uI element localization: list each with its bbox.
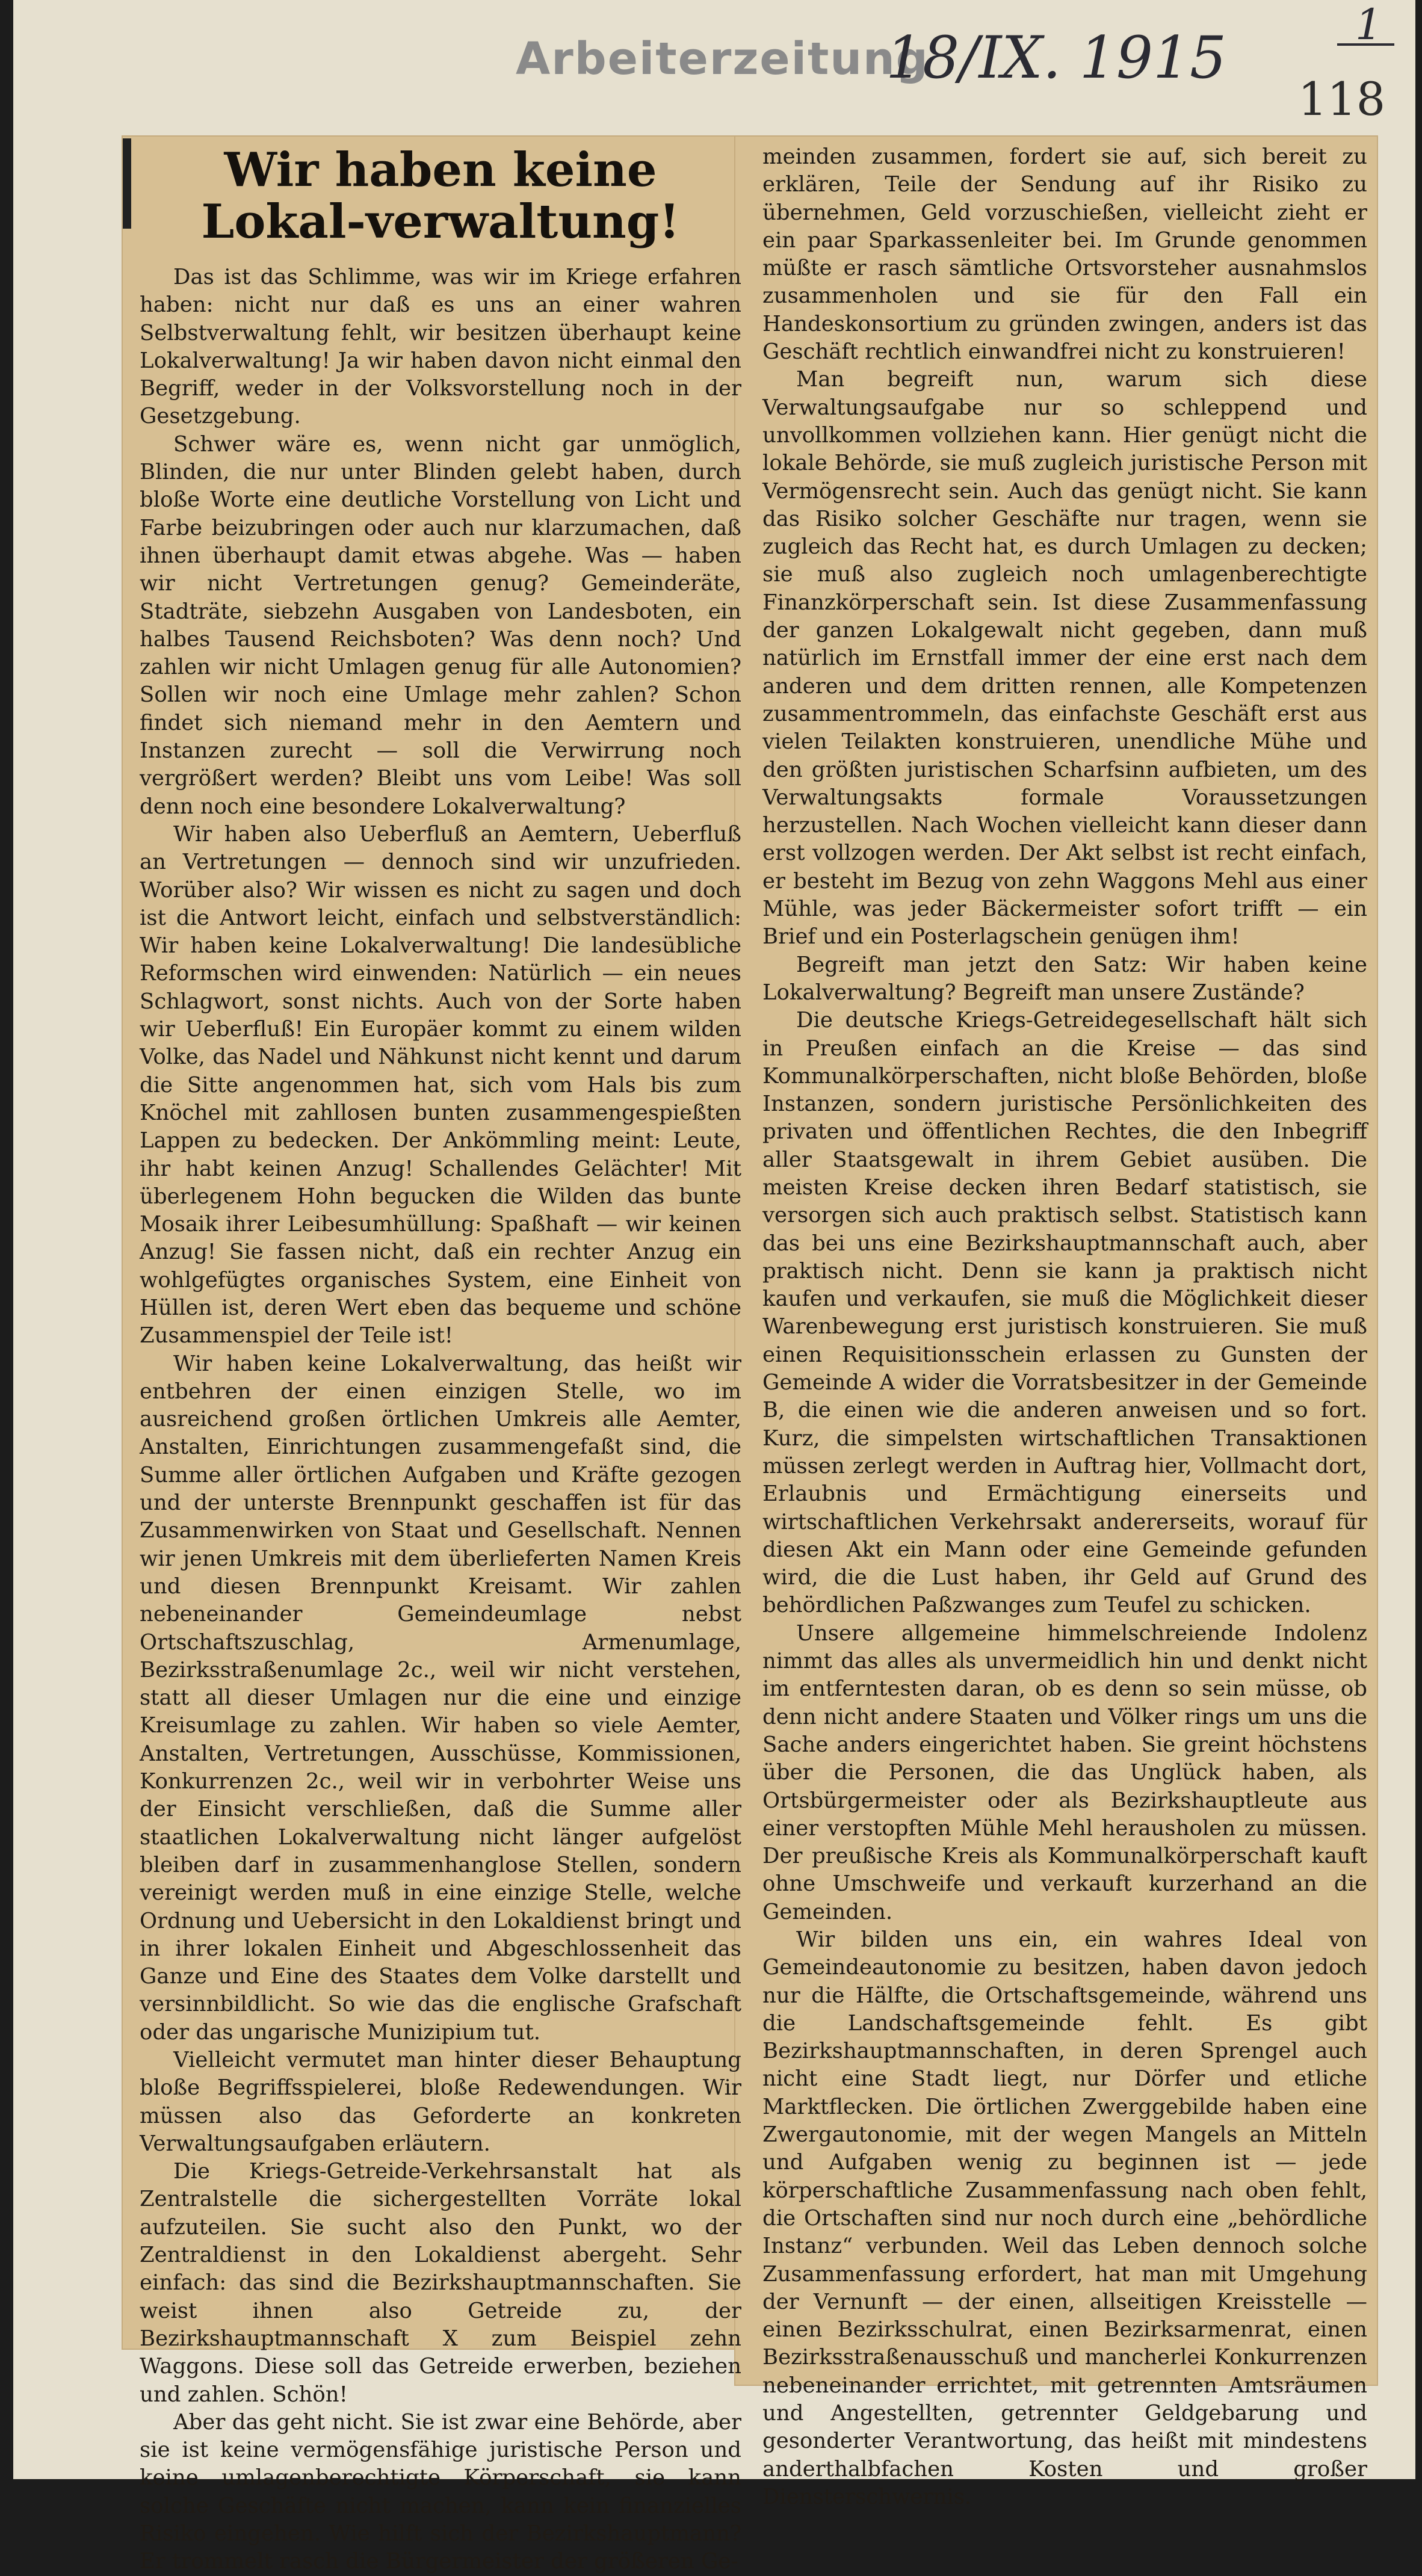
paragraph: Vielleicht vermutet man hinter dieser Behauptung bloße Begriffsspielerei, bloße Redewendungen. Wir müssen also das Geforderte an konkreten Verwaltungsaufgaben erläutern. xyxy=(140,2048,741,2156)
paragraph: Die Kriegs-Getreide-Verkehrsanstalt hat als Zentralstelle die sichergestellten Vorräte lokal aufzuteilen. Sie sucht also den Punkt, wo der Zentraldienst in den Lokaldienst abergeht. Sehr einfach: das sind die Bezirkshauptmannschaften. Sie weist ihnen also Getreide zu, der Bezirkshauptmannschaft X zum Beispiel zehn Waggons. Diese soll das Getreide erwerben, beziehen und zahlen. Schön! xyxy=(140,2159,741,2407)
newspaper-clipping-sheet xyxy=(13,0,1415,2574)
handwritten-page-mark: 1 xyxy=(1355,0,1382,49)
paragraph: Das ist das Schlimme, was wir im Kriege erfahren haben: nicht nur daß es uns an einer wahren Selbstverwaltung fehlt, wir besitzen überhaupt keine Lokalverwaltung! Ja wir haben davon nicht einmal den Begriff, weder in der Volksvorstellung noch in der Gesetzgebung. xyxy=(140,265,741,429)
handwritten-date: 18/IX. 1915 xyxy=(886,24,1227,91)
paragraph: Wir haben also Ueberfluß an Aemtern, Ueberfluß an Vertretungen — dennoch sind wir unzufrieden. Worüber also? Wir wissen es nicht zu sagen und doch ist die Antwort leicht, einfach und selbstverständlich: Wir haben keine Lokalverwaltung! Die landesübliche Reformschen wird einwenden: Natürlich — ein neues Schlagwort, sonst nichts. Auch von der Sorte haben wir Ueberfluß! Ein Europäer kommt zu einem wilden Volke, das Nadel und Nähkunst nicht kennt und darum die Sitte angenommen hat, sich vom Hals bis zum Knöchel mit zahllosen bunten zusammengespießten Lappen zu bedecken. Der Ankömmling meint: Leute, ihr habt keinen Anzug! Schallendes Gelächter! Mit überlegenem Hohn begucken die Wilden das bunte Mosaik ihrer Leibesumhüllung: Spaßhaft — wir keinen Anzug! Sie fassen nicht, daß ein rechter Anzug ein wohlgefügtes organisches System, eine Einheit von Hüllen ist, deren Wert eben das bequeme und schöne Zusammenspiel der Teile ist! xyxy=(140,821,741,1348)
column-rule-mark xyxy=(123,138,131,229)
paragraph: Schwer wäre es, wenn nicht gar unmöglich, Blinden, die nur unter Blinden gelebt haben, durch bloße Worte eine deutliche Vorstellung von Licht und Farbe beizubringen oder auch nur klarzumachen, daß ihnen überhaupt damit etwas abgehe. Was — haben wir nicht Vertretungen genug? Gemeinderäte, Stadträte, siebzehn Ausgaben von Landesboten, ein halbes Tausend Reichsboten? Was denn noch? Und zahlen wir nicht Umlagen genug für alle Autonomien? Sollen wir noch eine Umlage mehr zahlen? Schon findet sich niemand mehr in den Aemtern und Instanzen zurecht — soll die Verwirrung noch vergrößert werden? Bleibt uns vom Leibe! Was soll denn noch eine besondere Lokalverwaltung? xyxy=(140,431,741,819)
paragraph: Wir haben keine Lokalverwaltung, das heißt wir entbehren der einen einzigen Stelle, wo im ausreichend großen örtlichen Umkreis alle Aemter, Anstalten, Einrichtungen zusammengefaßt sind, die Summe aller örtlichen Aufgaben und Kräfte gezogen und der unterste Brennpunkt geschaffen ist für das Zusammenwirken von Staat und Gesellschaft. Nennen wir jenen Umkreis mit dem überlieferten Namen Kreis und diesen Brennpunkt Kreisamt. Wir zahlen nebeneinander Gemeindeumlage nebst Ortschaftszuschlag, Armenumlage, Bezirksstraßenumlage 2c., weil wir nicht verstehen, statt all dieser Umlagen nur die eine und einzige Kreisumlage zu zahlen. Wir haben so viele Aemter, Anstalten, Vertretungen, Ausschüsse, Kommissionen, Konkurrenzen 2c., weil wir in verbohrter Weise uns der Einsicht verschließen, daß die Summe aller staatlichen Lokalverwaltung nicht länger aufgelöst bleiben darf in zusammenhanglose Stellen, sondern vereinigt werden muß in eine einzige Stelle, welche Ordnung und Uebersicht in den Lokaldienst bringt und in ihrer lokalen Einheit und Abgeschlossenheit das Ganze und Eine des Staates dem Volke darstellt und versinnbildlicht. So wie das die englische Grafschaft oder das ungarische Munizipium tut. xyxy=(140,1351,741,2045)
newspaper-stamp: Arbeiterzeitung xyxy=(516,33,929,85)
paragraph: Unsere allgemeine himmelschreiende Indolenz nimmt das alles als unvermeidlich hin und denkt nicht im entferntesten daran, ob es denn so sein müsse, ob denn nicht andere Staaten und Völker rings um uns die Sache anders eingerichtet haben. Sie greint höchstens über die Personen, die das Unglück haben, als Ortsbürgermeister oder als Bezirkshauptleute aus einer verstopften Mühle Mehl herausholen zu müssen. Der preußische Kreis als Kommunalkörperschaft kauft ohne Umschweife und verkauft kurzerhand an die Gemeinden. xyxy=(762,1620,1367,1924)
paragraph: Wir bilden uns ein, ein wahres Ideal von Gemeindeautonomie zu besitzen, haben davon jedoch nur die Hälfte, die Ortschaftsgemeinde, während uns die Landschaftsgemeinde fehlt. Es gibt Bezirkshauptmannschaften, in deren Sprengel auch nicht eine Stadt liegt, nur Dörfer und etliche Marktflecken. Die örtlichen Zwerggebilde haben eine Zwergautonomie, mit der wegen Mangels an Mitteln und Aufgaben wenig zu beginnen ist — jede körperschaftliche Zusammenfassung nach oben fehlt, die Ortschaften sind nur noch durch eine „behördliche Instanz“ verbunden. Weil das Leben dennoch solche Zusammenfassung erfordert, hat man mit Umgehung der Vernunft — der einen, allseitigen Kreisstelle — einen Bezirksschulrat, einen Bezirksarmenrat, einen Bezirksstraßenausschuß und mancherlei Konkurrenzen nebeneinander errichtet, mit getrennten Amtsräumen und Angestellten, getrennter Geldgebarung und gesonderter Verantwortung, das heißt mit mindestens anderthalbfachen Kosten und großer Diensterschwernis. xyxy=(762,1927,1367,2509)
article-left-column xyxy=(140,144,741,2576)
page-number: 118 xyxy=(1298,72,1386,126)
paragraph: Aber das geht nicht. Sie ist zwar eine Behörde, aber sie ist keine vermögensfähige juristische Person und keine umlagenberechtigte Körperschaft, sie kann solche Geschäfte nicht machen, kann kein finanzielles Risiko eingehen. Wie hilft sich der Bezirkshauptmann? Er trommelt rasch die Bürgermeister der größeren Ge- xyxy=(140,2409,741,2574)
article-right-column xyxy=(762,143,1367,2511)
paragraph-continuation: meinden zusammen, fordert sie auf, sich bereit zu erklären, Teile der Sendung auf ihr Risiko zu übernehmen, Geld vorzuschießen, vielleicht zieht er ein paar Sparkassenleiter bei. Im Grunde genommen müßte er rasch sämtliche Ortsvorsteher ausnahmslos zusammenholen und sie für den Fall ein Handeskonsortium zu gründen zwingen, anders ist das Geschäft rechtlich einwandfrei nicht zu konstruieren! xyxy=(762,144,1367,365)
paragraph: Die deutsche Kriegs-Getreidegesellschaft hält sich in Preußen einfach an die Kreise — das sind Kommunalkörperschaften, nicht bloße Behörden, bloße Instanzen, sondern juristische Persönlichkeiten des privaten und öffentlichen Rechtes, die den Inbegriff aller Staatsgewalt in ihrem Gebiet ausüben. Die meisten Kreise decken ihren Bedarf statistisch, sie versorgen sich auch praktisch selbst. Statistisch kann das bei uns eine Bezirkshauptmannschaft auch, aber praktisch nicht. Denn sie kann ja praktisch nicht kaufen und verkaufen, sie muß die Möglichkeit dieser Warenbewegung erst juristisch konstruieren. Sie muß einen Requisitionsschein erlassen zu Gunsten der Gemeinde A wider die Vorratsbesitzer in der Gemeinde B, die einen wie die anderen anweisen und so fort. Kurz, die simpelsten wirtschaftlichen Transaktionen müssen zerlegt werden in Auftrag hier, Vollmacht dort, Erlaubnis und Ermächtigung einerseits und wirtschaftlichen Verkehrsakt andererseits, worauf für diesen Akt ein Mann oder eine Gemeinde gefunden wird, die die Lust haben, ihr Geld auf Grund des behördlichen Paßzwanges zum Teufel zu schicken. xyxy=(762,1008,1367,1618)
paragraph: Begreift man jetzt den Satz: Wir haben keine Lokalverwaltung? Begreift man unsere Zustände? xyxy=(762,952,1367,1005)
article-headline: Wir haben keine Lokal-verwaltung! xyxy=(201,143,680,249)
paragraph: Man begreift nun, warum sich diese Verwaltungsaufgabe nur so schleppend und unvollkommen vollziehen kann. Hier genügt nicht die lokale Behörde, sie muß zugleich juristische Person mit Vermögensrecht sein. Auch das genügt nicht. Sie kann das Risiko solcher Geschäfte nur tragen, wenn sie zugleich das Recht hat, es durch Umlagen zu decken; sie muß also zugleich noch umlagenberechtigte Finanzkörperschaft sein. Ist diese Zusammenfassung der ganzen Lokalgewalt nicht gegeben, dann muß natürlich im Ernstfall immer der eine erst nach dem anderen und dem dritten rennen, alle Kompetenzen zusammentrommeln, das einfachste Geschäft erst aus vielen Teilakten konstruieren, unendliche Mühe und den größten juristischen Scharfsinn aufbieten, um des Verwaltungsakts formale Voraussetzungen herzustellen. Nach Wochen vielleicht kann dieser dann erst vollzogen werden. Der Akt selbst ist recht einfach, er besteht im Bezug von zehn Waggons Mehl aus einer Mühle, was jeder Bäckermeister sofort trifft — ein Brief und ein Posterlagschein genügen ihm! xyxy=(762,367,1367,950)
